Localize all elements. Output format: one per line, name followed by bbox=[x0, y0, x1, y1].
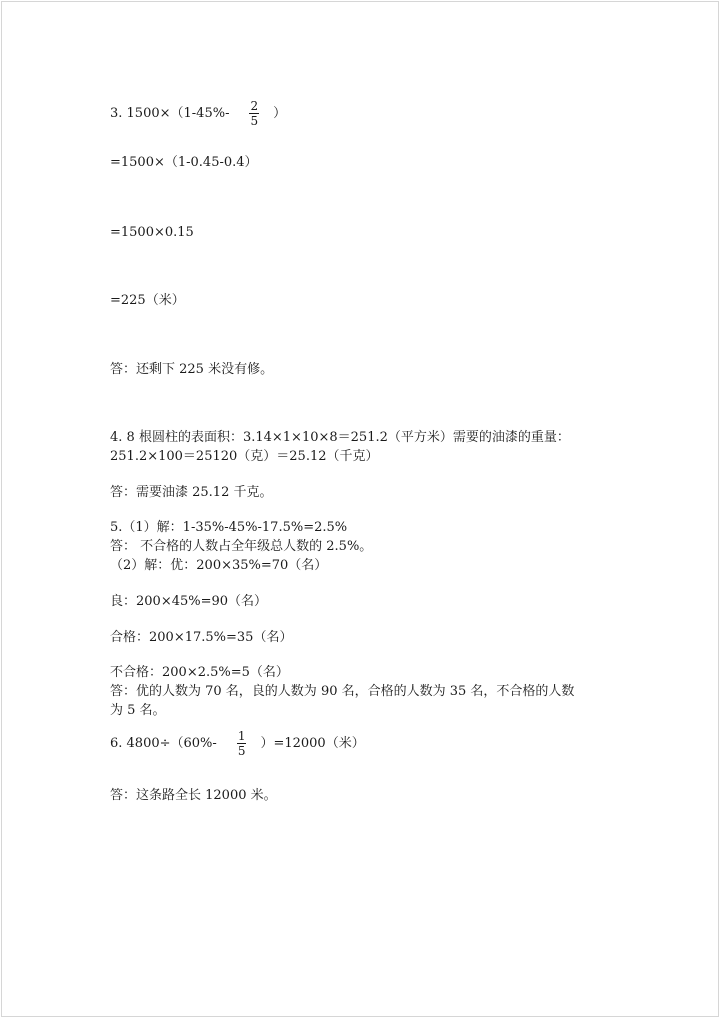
q3-line-3: =1500×0.15 bbox=[110, 225, 194, 240]
fraction-numerator: 1 bbox=[237, 729, 246, 743]
fraction-denominator: 5 bbox=[237, 744, 246, 758]
q4-line-1: 4. 8 根圆柱的表面积：3.14×1×10×8＝251.2（平方米）需要的油漆的重量： bbox=[110, 430, 570, 445]
q3-line-4: =225（米） bbox=[110, 293, 185, 308]
fraction-one-fifth bbox=[237, 729, 247, 758]
fraction-denominator: 5 bbox=[250, 114, 259, 128]
q3-line-1 bbox=[110, 99, 286, 128]
q3-answer: 答：还剩下 225 米没有修。 bbox=[110, 362, 274, 377]
q4-line-2: 251.2×100＝25120（克）＝25.12（千克） bbox=[110, 449, 379, 464]
q6-line-1-suffix: ）=12000（米） bbox=[260, 736, 365, 751]
q5-line-6: 不合格：200×2.5%=5（名） bbox=[110, 665, 289, 680]
q3-line-2: =1500×（1-0.45-0.4） bbox=[110, 155, 258, 170]
q5-line-7: 答：优的人数为 70 名，良的人数为 90 名，合格的人数为 35 名，不合格的人数 bbox=[110, 684, 575, 699]
q6-line-1 bbox=[110, 729, 365, 758]
document-page bbox=[1, 1, 719, 1017]
fraction-two-fifths bbox=[249, 99, 259, 128]
q5-line-2: 答： 不合格的人数占全年级总人数的 2.5%。 bbox=[110, 539, 373, 554]
q3-line-1-suffix: ） bbox=[273, 106, 287, 121]
q5-line-8: 为 5 名。 bbox=[110, 703, 166, 718]
q5-line-5: 合格：200×17.5%=35（名） bbox=[110, 630, 293, 645]
q5-line-4: 良：200×45%=90（名） bbox=[110, 594, 268, 609]
q6-answer: 答：这条路全长 12000 米。 bbox=[110, 788, 277, 803]
fraction-numerator: 2 bbox=[250, 99, 259, 113]
q4-answer: 答：需要油漆 25.12 千克。 bbox=[110, 485, 273, 500]
q3-line-1-prefix: 3. 1500×（1-45%- bbox=[110, 106, 230, 121]
q5-line-1: 5.（1）解：1-35%-45%-17.5%=2.5% bbox=[110, 520, 348, 535]
q6-line-1-prefix: 6. 4800÷（60%- bbox=[110, 736, 217, 751]
q5-line-3: （2）解：优：200×35%=70（名） bbox=[110, 558, 328, 573]
